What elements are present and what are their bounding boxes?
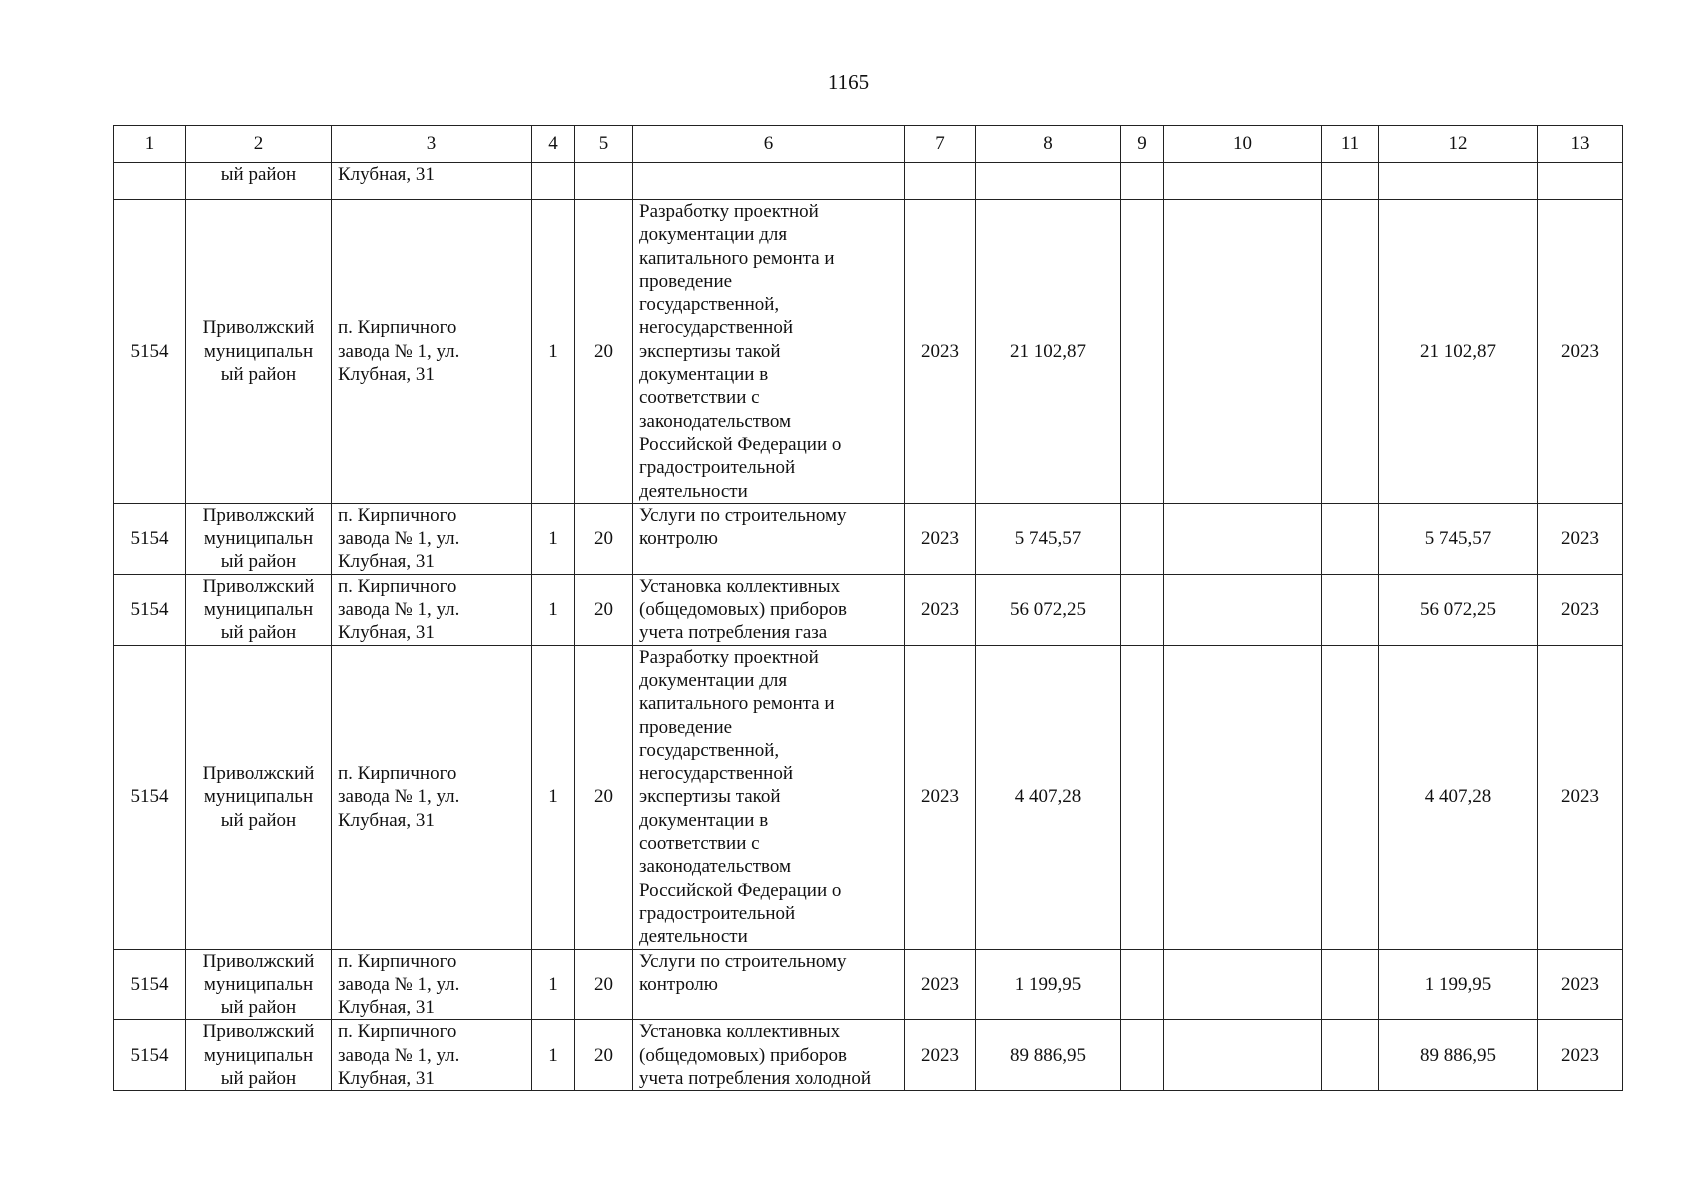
- district-cell: Приволжский муниципальн ый район: [186, 503, 332, 574]
- code-cell: 20: [575, 200, 633, 504]
- district-cell: ый район: [186, 163, 332, 200]
- cost-cell: [1121, 503, 1164, 574]
- address-cell: п. Кирпичного завода № 1, ул. Клубная, 31: [332, 574, 532, 645]
- cost-cell: [1121, 200, 1164, 504]
- object-id-cell: 5154: [114, 645, 186, 949]
- total-cost-cell: 21 102,87: [976, 200, 1121, 504]
- address-cell: п. Кирпичного завода № 1, ул. Клубная, 31: [332, 503, 532, 574]
- count-cell: 1: [532, 503, 575, 574]
- cost-cell: [1121, 1020, 1164, 1091]
- object-id-cell: 5154: [114, 1020, 186, 1091]
- completion-year-cell: 2023: [1538, 949, 1623, 1020]
- cost-cell: [1322, 574, 1379, 645]
- column-number: 5: [575, 126, 633, 163]
- column-number: 4: [532, 126, 575, 163]
- total-cost-cell: 1 199,95: [976, 949, 1121, 1020]
- cost-cell: [1164, 1020, 1322, 1091]
- table-row: [114, 1020, 1623, 1091]
- cost-cell: 5 745,57: [1379, 503, 1538, 574]
- column-number: 3: [332, 126, 532, 163]
- year-cell: 2023: [905, 645, 976, 949]
- work-description-cell: Разработку проектной документации для капитального ремонта и проведение государственной, негосударственной экспертизы такой документации в соответствии с законодательством Российской Федерации о градостроительной деятельности: [633, 645, 905, 949]
- code-cell: 20: [575, 503, 633, 574]
- work-description-cell: Установка коллективных (общедомовых) приборов учета потребления газа: [633, 574, 905, 645]
- capital-repair-table: [113, 125, 1623, 1091]
- table-row: [114, 503, 1623, 574]
- address-cell: п. Кирпичного завода № 1, ул. Клубная, 31: [332, 949, 532, 1020]
- cost-cell: [1164, 574, 1322, 645]
- address-cell: п. Кирпичного завода № 1, ул. Клубная, 31: [332, 200, 532, 504]
- object-id-cell: 5154: [114, 503, 186, 574]
- continued-row: [114, 163, 1623, 200]
- work-description-cell: Услуги по строительному контролю: [633, 949, 905, 1020]
- cost-cell: [1322, 949, 1379, 1020]
- column-number: 10: [1164, 126, 1322, 163]
- completion-year-cell: 2023: [1538, 645, 1623, 949]
- year-cell: 2023: [905, 1020, 976, 1091]
- completion-year-cell: 2023: [1538, 200, 1623, 504]
- cost-cell: [1121, 645, 1164, 949]
- cost-cell: [1164, 200, 1322, 504]
- table-row: [114, 949, 1623, 1020]
- cost-cell: [1121, 949, 1164, 1020]
- object-id-cell: 5154: [114, 574, 186, 645]
- total-cost-cell: 4 407,28: [976, 645, 1121, 949]
- column-number: 8: [976, 126, 1121, 163]
- cost-cell: 1 199,95: [1379, 949, 1538, 1020]
- year-cell: 2023: [905, 574, 976, 645]
- table-row: [114, 645, 1623, 949]
- count-cell: 1: [532, 574, 575, 645]
- cost-cell: 89 886,95: [1379, 1020, 1538, 1091]
- year-cell: 2023: [905, 949, 976, 1020]
- table-row: [114, 574, 1623, 645]
- column-number: 9: [1121, 126, 1164, 163]
- cost-cell: [1164, 645, 1322, 949]
- cost-cell: [1322, 200, 1379, 504]
- total-cost-cell: 56 072,25: [976, 574, 1121, 645]
- page-number: 1165: [827, 70, 870, 94]
- column-number-row: [114, 126, 1623, 163]
- code-cell: 20: [575, 949, 633, 1020]
- year-cell: 2023: [905, 503, 976, 574]
- cost-cell: [1322, 1020, 1379, 1091]
- district-cell: Приволжский муниципальн ый район: [186, 574, 332, 645]
- cost-cell: [1322, 503, 1379, 574]
- count-cell: 1: [532, 1020, 575, 1091]
- year-cell: 2023: [905, 200, 976, 504]
- cost-cell: 56 072,25: [1379, 574, 1538, 645]
- code-cell: 20: [575, 1020, 633, 1091]
- completion-year-cell: 2023: [1538, 574, 1623, 645]
- district-cell: Приволжский муниципальн ый район: [186, 645, 332, 949]
- code-cell: 20: [575, 574, 633, 645]
- total-cost-cell: 5 745,57: [976, 503, 1121, 574]
- column-number: 13: [1538, 126, 1623, 163]
- cost-cell: [1121, 574, 1164, 645]
- cost-cell: [1322, 645, 1379, 949]
- cost-cell: 21 102,87: [1379, 200, 1538, 504]
- address-cell: п. Кирпичного завода № 1, ул. Клубная, 31: [332, 1020, 532, 1091]
- district-cell: Приволжский муниципальн ый район: [186, 200, 332, 504]
- count-cell: 1: [532, 200, 575, 504]
- work-description-cell: Установка коллективных (общедомовых) приборов учета потребления холодной: [633, 1020, 905, 1091]
- code-cell: 20: [575, 645, 633, 949]
- count-cell: 1: [532, 949, 575, 1020]
- count-cell: 1: [532, 645, 575, 949]
- completion-year-cell: 2023: [1538, 1020, 1623, 1091]
- work-description-cell: Услуги по строительному контролю: [633, 503, 905, 574]
- total-cost-cell: 89 886,95: [976, 1020, 1121, 1091]
- address-cell: Клубная, 31: [332, 163, 532, 200]
- object-id-cell: 5154: [114, 949, 186, 1020]
- column-number: 1: [114, 126, 186, 163]
- work-description-cell: Разработку проектной документации для капитального ремонта и проведение государственной, негосударственной экспертизы такой документации в соответствии с законодательством Российской Федерации о градостроительной деятельности: [633, 200, 905, 504]
- column-number: 11: [1322, 126, 1379, 163]
- district-cell: Приволжский муниципальн ый район: [186, 949, 332, 1020]
- column-number: 6: [633, 126, 905, 163]
- district-cell: Приволжский муниципальн ый район: [186, 1020, 332, 1091]
- column-number: 12: [1379, 126, 1538, 163]
- column-number: 7: [905, 126, 976, 163]
- column-number: 2: [186, 126, 332, 163]
- address-cell: п. Кирпичного завода № 1, ул. Клубная, 31: [332, 645, 532, 949]
- cost-cell: [1164, 949, 1322, 1020]
- cost-cell: 4 407,28: [1379, 645, 1538, 949]
- table-row: [114, 200, 1623, 504]
- cost-cell: [1164, 503, 1322, 574]
- object-id-cell: 5154: [114, 200, 186, 504]
- completion-year-cell: 2023: [1538, 503, 1623, 574]
